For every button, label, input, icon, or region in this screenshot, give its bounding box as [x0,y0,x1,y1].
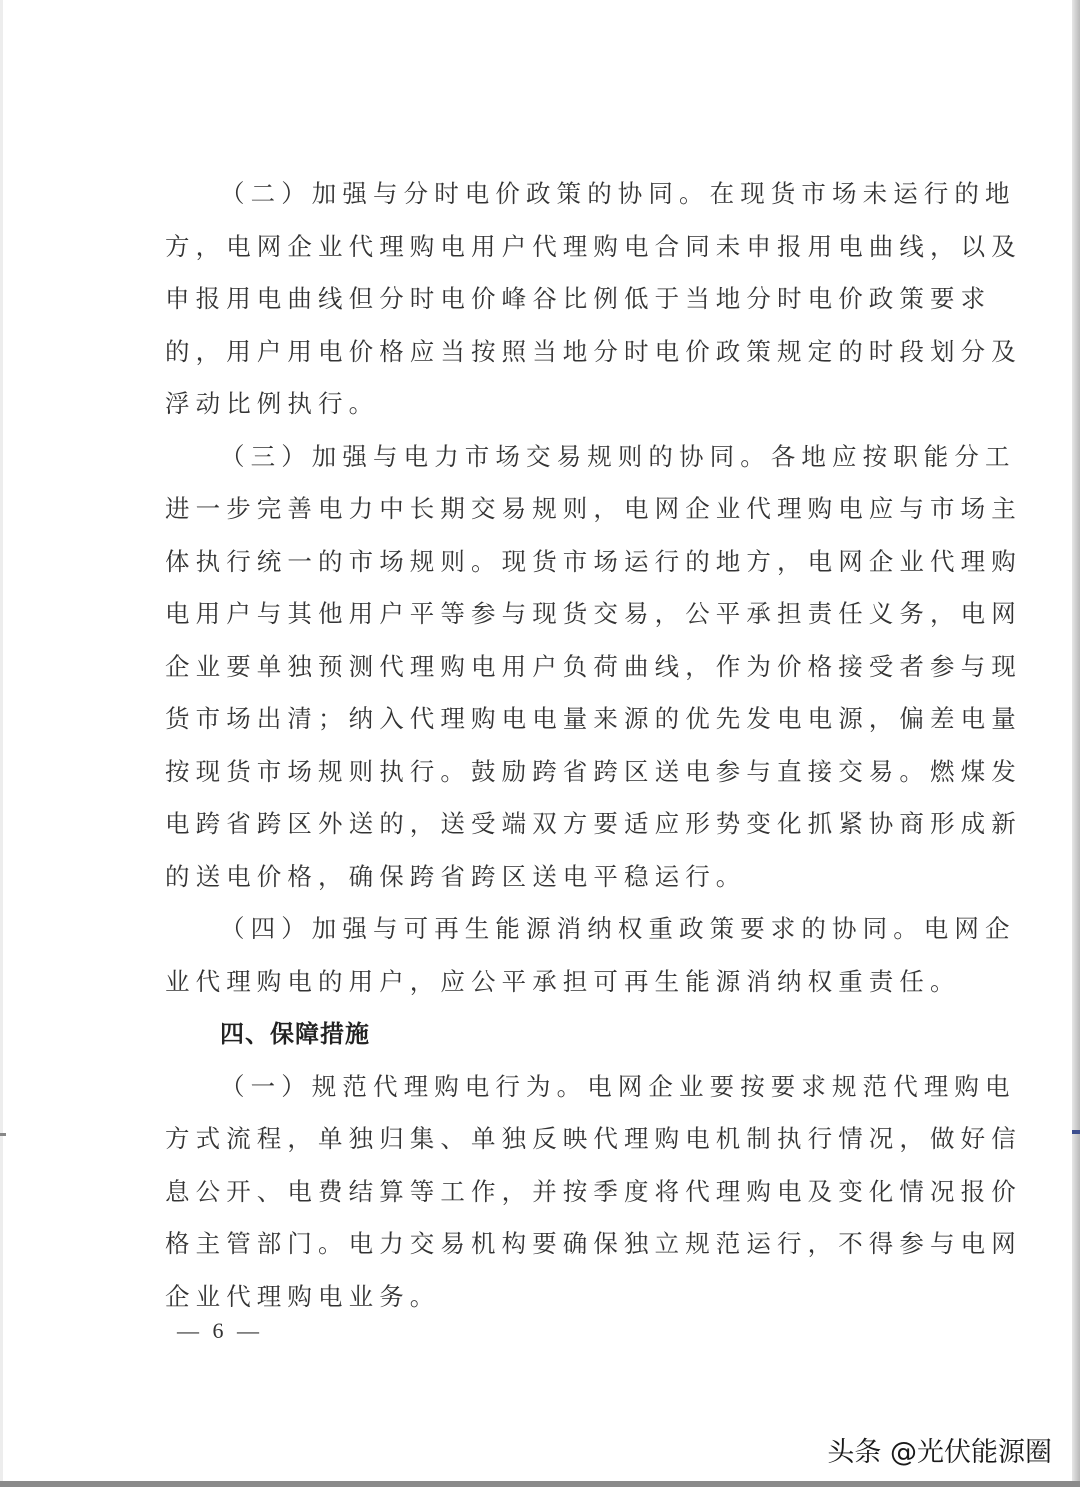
text-line: 业代理购电的用户，应公平承担可再生能源消纳权重责任。 [165,966,961,996]
text-line: 申报用电曲线但分时电价峰谷比例低于当地分时电价政策要求 [165,284,992,313]
text-line: 货市场出清；纳入代理购电电量来源的优先发电电源，偏差电量 [165,704,1022,733]
page-number: — 6 — [177,1318,263,1343]
document-page [165,168,1022,1323]
text-line: 格主管部门。电力交易机构要确保独立规范运行，不得参与电网 [165,1229,1022,1258]
scan-left-edge [0,0,3,1487]
scan-bottom-edge [0,1481,1080,1487]
paragraph-section-3-4 [165,903,1016,1008]
section-heading: 四、保障措施 [220,1020,370,1048]
scan-left-edge-mark [0,1133,6,1136]
text-line: 息公开、电费结算等工作，并按季度将代理购电及变化情况报价 [165,1176,1022,1206]
text-line: 方，电网企业代理购电用户代理购电合同未申报用电曲线，以及 [165,231,1022,261]
text-line: （四）加强与可再生能源消纳权重政策要求的协同。电网企 [220,914,1016,943]
text-line: （一）规范代理购电行为。电网企业要按要求规范代理购电 [220,1071,1016,1101]
paragraph-section-4-1 [165,1061,1022,1324]
text-line: （三）加强与电力市场交易规则的协同。各地应按职能分工 [220,441,1016,471]
scan-right-edge [1072,0,1080,1487]
paragraph-section-3-2 [165,168,1022,431]
text-line: （二）加强与分时电价政策的协同。在现货市场未运行的地 [220,179,1016,208]
text-line: 的送电价格，确保跨省跨区送电平稳运行。 [165,861,747,891]
text-line: 电用户与其他用户平等参与现货交易，公平承担责任义务，电网 [165,599,1022,628]
text-line: 浮动比例执行。 [165,389,380,418]
text-line: 方式流程，单独归集、单独反映代理购电机制执行情况，做好信 [165,1124,1022,1153]
text-line: 进一步完善电力中长期交易规则，电网企业代理购电应与市场主 [165,494,1022,523]
paragraph-section-3-3 [165,431,1022,904]
text-line: 电跨省跨区外送的，送受端双方要适应形势变化抓紧协商形成新 [165,809,1022,838]
watermark: 头条 @光伏能源圈 [827,1437,1052,1468]
text-line: 企业代理购电业务。 [165,1281,441,1311]
text-line: 体执行统一的市场规则。现货市场运行的地方，电网企业代理购 [165,546,1022,576]
text-line: 的，用户用电价格应当按照当地分时电价政策规定的时段划分及 [165,336,1022,366]
scan-right-edge-mark [1072,1130,1080,1134]
text-line: 按现货市场规则执行。鼓励跨省跨区送电参与直接交易。燃煤发 [165,756,1022,786]
text-line: 企业要单独预测代理购电用户负荷曲线，作为价格接受者参与现 [165,651,1022,681]
